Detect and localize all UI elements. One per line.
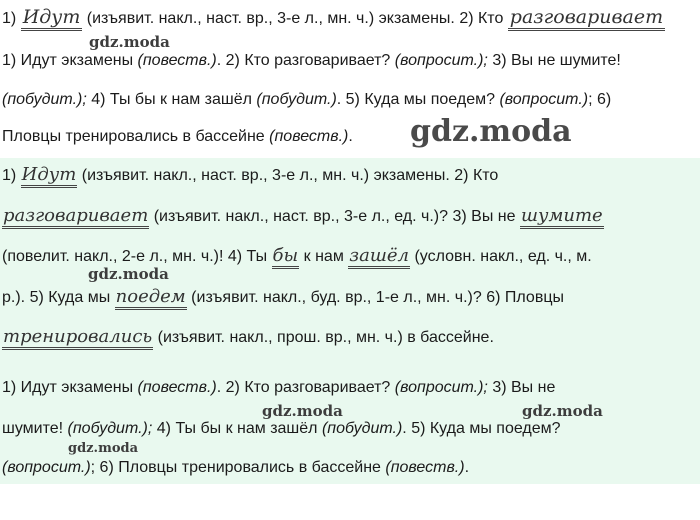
- text-run: Пловцы тренировались в бассейне: [2, 128, 270, 145]
- italic-note: (побудит.): [256, 91, 337, 108]
- text-run: (повелит. накл., 2-е л., мн. ч.)! 4) Ты: [2, 248, 272, 265]
- answer-line-6: [2, 378, 555, 398]
- answer-line-5: [2, 328, 494, 348]
- watermark: gdz.moda: [522, 402, 603, 420]
- watermark: gdz.moda: [88, 265, 169, 283]
- italic-note: (вопросит.);: [394, 52, 488, 69]
- text-run: . 5) Куда мы поедем?: [402, 420, 561, 437]
- handwritten-word: бы: [272, 245, 300, 269]
- watermark: gdz.moda: [68, 441, 139, 456]
- italic-note: (повеств.): [137, 52, 217, 69]
- handwritten-word: Идут: [21, 164, 78, 188]
- text-line-1: [2, 8, 665, 29]
- text-line-4: [2, 127, 353, 147]
- answer-line-7: [2, 419, 561, 439]
- italic-note: (побудит.): [321, 420, 403, 437]
- text-line-2: [2, 51, 621, 71]
- handwritten-word: зашёл: [348, 245, 410, 269]
- answer-line-2: [2, 207, 604, 227]
- handwritten-word: разговаривает: [508, 6, 665, 31]
- text-run: ; 6) Пловцы тренировались в бассейне: [90, 459, 386, 476]
- watermark: gdz.moda: [410, 114, 572, 149]
- answer-line-1: [2, 166, 498, 186]
- item-number: 1): [2, 10, 17, 27]
- italic-note: (повеств.): [269, 128, 349, 145]
- italic-note: (побудит.);: [2, 91, 87, 108]
- italic-note: (повеств.): [385, 459, 465, 476]
- handwritten-word: поедем: [115, 286, 187, 310]
- italic-note: (вопросит.): [499, 91, 589, 108]
- text-run: . 2) Кто разговаривает?: [216, 379, 395, 396]
- answer-line-4: [2, 288, 564, 308]
- handwritten-word: шумите: [520, 205, 604, 229]
- text-run: 3) Вы не: [487, 379, 556, 396]
- text-line-3: [2, 90, 611, 110]
- watermark: gdz.moda: [262, 402, 343, 420]
- text-run: . 5) Куда мы поедем?: [336, 91, 500, 108]
- text-run: (изъявит. накл., наст. вр., 3-е л., ед. ч.)? 3) Вы не: [149, 208, 520, 225]
- text-run: 1) Идут экзамены: [2, 379, 138, 396]
- italic-note: (повеств.): [137, 379, 217, 396]
- text-run: 1) Идут экзамены: [2, 52, 138, 69]
- handwritten-word: разговаривает: [2, 205, 149, 229]
- text-run: .: [348, 128, 353, 145]
- text-run: шумите!: [2, 420, 68, 437]
- watermark: gdz.moda: [89, 33, 170, 51]
- text-run: (изъявит. накл., наст. вр., 3-е л., мн. ч.) экзамены. 2) Кто: [82, 10, 508, 27]
- handwritten-word: тренировались: [2, 326, 153, 350]
- text-run: 4) Ты бы к нам зашёл: [152, 420, 322, 437]
- text-run: (изъявит. накл., наст. вр., 3-е л., мн. ч.) экзамены. 2) Кто: [77, 167, 499, 184]
- text-run: 4) Ты бы к нам зашёл: [86, 91, 257, 108]
- text-run: (условн. накл., ед. ч., м.: [410, 248, 592, 265]
- handwritten-word: Идут: [21, 6, 83, 31]
- italic-note: (вопросит.);: [394, 379, 488, 396]
- text-run: 3) Вы не шумите!: [487, 52, 621, 69]
- text-run: (изъявит. накл., буд. вр., 1-е л., мн. ч.)? 6) Пловцы: [186, 289, 564, 306]
- text-run: р.). 5) Куда мы: [2, 289, 115, 306]
- answer-line-8: [2, 458, 469, 478]
- text-run: (изъявит. накл., прош. вр., мн. ч.) в бассейне.: [153, 329, 494, 346]
- text-run: .: [464, 459, 470, 476]
- text-run: ; 6): [588, 91, 612, 108]
- text-run: к нам: [299, 248, 349, 265]
- text-run: . 2) Кто разговаривает?: [216, 52, 395, 69]
- item-number: 1): [2, 167, 21, 184]
- italic-note: (побудит.);: [67, 420, 153, 437]
- answer-line-3: [2, 247, 592, 267]
- italic-note: (вопросит.): [2, 459, 91, 476]
